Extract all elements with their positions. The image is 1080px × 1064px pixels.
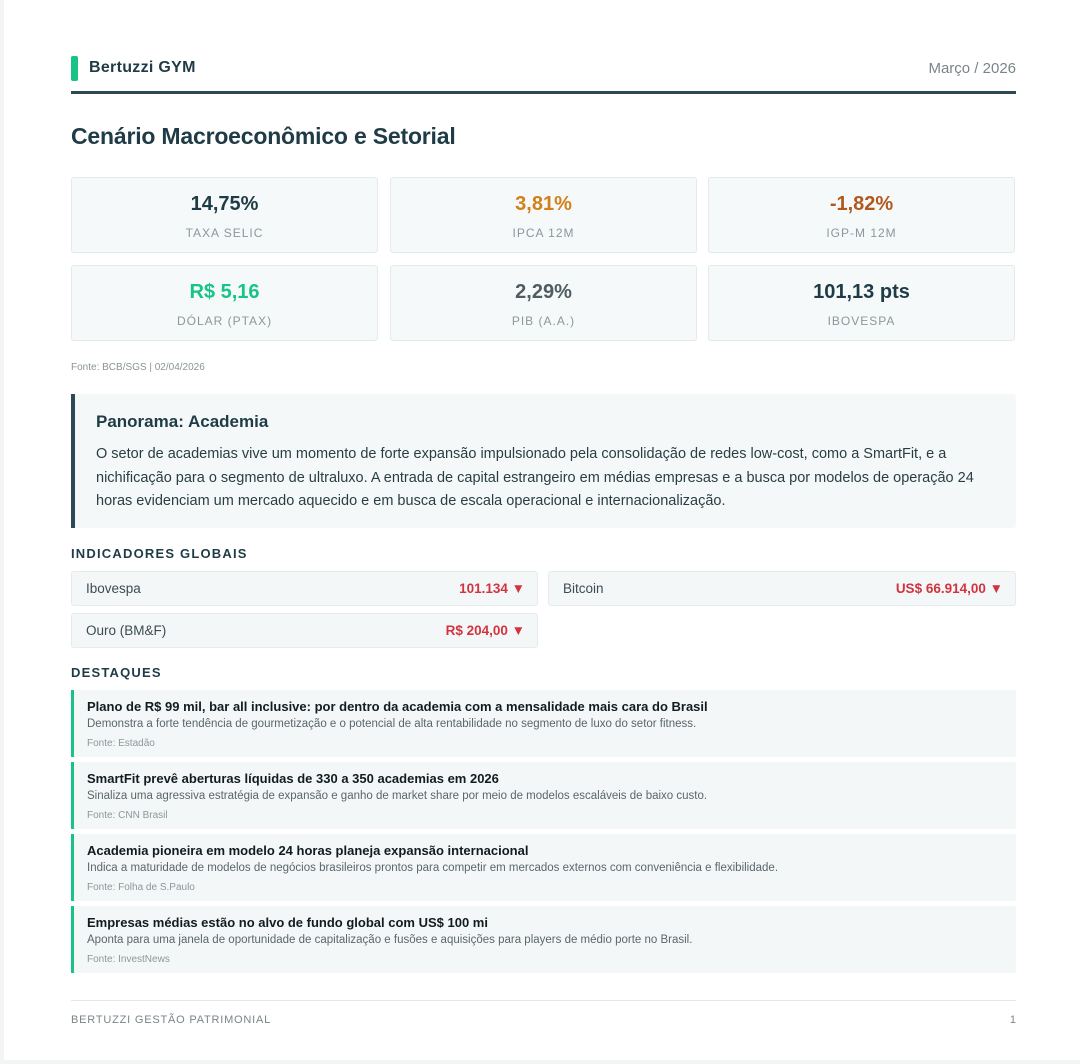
brand-name: Bertuzzi GYM	[89, 59, 196, 76]
highlight-description: Aponta para uma janela de oportunidade de capitalização e fusões e aquisições para players de médio porte no Brasil.	[87, 934, 693, 946]
highlight-source: Fonte: Folha de S.Paulo	[87, 882, 195, 893]
indicator-value: 101.134 ▼	[459, 581, 525, 596]
highlight-source: Fonte: CNN Brasil	[87, 810, 168, 821]
kpi-label: IPCA 12M	[512, 226, 575, 240]
highlight-description: Sinaliza uma agressiva estratégia de expansão e ganho de market share por meio de modelos escaláveis de baixo custo.	[87, 790, 708, 802]
indicator-name: Bitcoin	[563, 581, 604, 596]
brand-accent-bar	[71, 56, 78, 81]
kpi-card-pib	[390, 265, 697, 341]
footer-divider	[71, 1000, 1016, 1001]
page-number: 1	[1009, 1014, 1016, 1026]
footer-company: BERTUZZI GESTÃO PATRIMONIAL	[71, 1014, 272, 1026]
report-header	[71, 56, 1016, 94]
kpi-label: IGP-M 12M	[826, 226, 897, 240]
kpi-label: IBOVESPA	[827, 314, 896, 328]
highlight-title: Empresas médias estão no alvo de fundo global com US$ 100 mi	[87, 915, 488, 930]
kpi-label: PIB (A.A.)	[511, 314, 576, 328]
highlight-title: Academia pioneira em modelo 24 horas planeja expansão internacional	[87, 843, 529, 858]
kpi-label: DÓLAR (PTAX)	[176, 314, 273, 328]
kpi-card-dolar	[71, 265, 378, 341]
highlight-description: Demonstra a forte tendência de gourmetização e o potencial de alta rentabilidade no segmento de luxo do setor fitness.	[87, 718, 697, 730]
kpi-card-igpm	[708, 177, 1015, 253]
data-source-note: Fonte: BCB/SGS | 02/04/2026	[71, 362, 205, 373]
kpi-card-selic	[71, 177, 378, 253]
kpi-value: 3,81%	[515, 193, 572, 215]
kpi-value: R$ 5,16	[189, 281, 260, 303]
highlight-description: Indica a maturidade de modelos de negócios brasileiros prontos para competir em mercados externos com conveniência e flexibilidade.	[87, 862, 779, 874]
highlight-item	[71, 762, 1016, 829]
indicator-value: US$ 66.914,00 ▼	[895, 581, 1003, 596]
global-indicators-heading: INDICADORES GLOBAIS	[71, 546, 248, 561]
panorama-title: Panorama: Academia	[96, 412, 269, 431]
indicator-bitcoin	[548, 571, 1016, 606]
indicator-value: R$ 204,00 ▼	[445, 623, 525, 638]
highlight-title: SmartFit prevê aberturas líquidas de 330 a 350 academias em 2026	[87, 771, 499, 786]
indicator-name: Ouro (BM&F)	[86, 623, 167, 638]
highlight-item	[71, 690, 1016, 757]
highlights-heading: DESTAQUES	[71, 665, 162, 680]
highlight-item	[71, 906, 1016, 973]
kpi-value: 2,29%	[515, 281, 572, 303]
kpi-label: TAXA SELIC	[185, 226, 264, 240]
kpi-value: 14,75%	[190, 193, 259, 215]
page-title: Cenário Macroeconômico e Setorial	[71, 123, 456, 149]
kpi-card-ibovespa	[708, 265, 1015, 341]
highlight-title: Plano de R$ 99 mil, bar all inclusive: por dentro da academia com a mensalidade mais cara do Brasil	[87, 699, 708, 714]
kpi-value: 101,13 pts	[813, 281, 910, 303]
indicator-name: Ibovespa	[86, 581, 141, 596]
indicator-ibovespa	[71, 571, 538, 606]
kpi-value: -1,82%	[829, 193, 894, 215]
panorama-text: O setor de academias vive um momento de forte expansão impulsionado pela consolidação de redes low-cost, como a SmartFit, e a nichificação para o segmento de ultraluxo. A entrada de capital estrangeiro em médias empresas e a busca por modelos de operação 24 horas evidenciam um mercado aquecido e em busca de escala operacional e internacionalização.	[96, 446, 974, 509]
report-period: Março / 2026	[928, 60, 1016, 77]
report-page	[4, 0, 1080, 1060]
indicator-ouro	[71, 613, 538, 648]
highlight-source: Fonte: InvestNews	[87, 954, 170, 965]
panorama-box	[71, 394, 1016, 528]
highlight-source: Fonte: Estadão	[87, 738, 155, 749]
kpi-card-ipca	[390, 177, 697, 253]
highlight-item	[71, 834, 1016, 901]
